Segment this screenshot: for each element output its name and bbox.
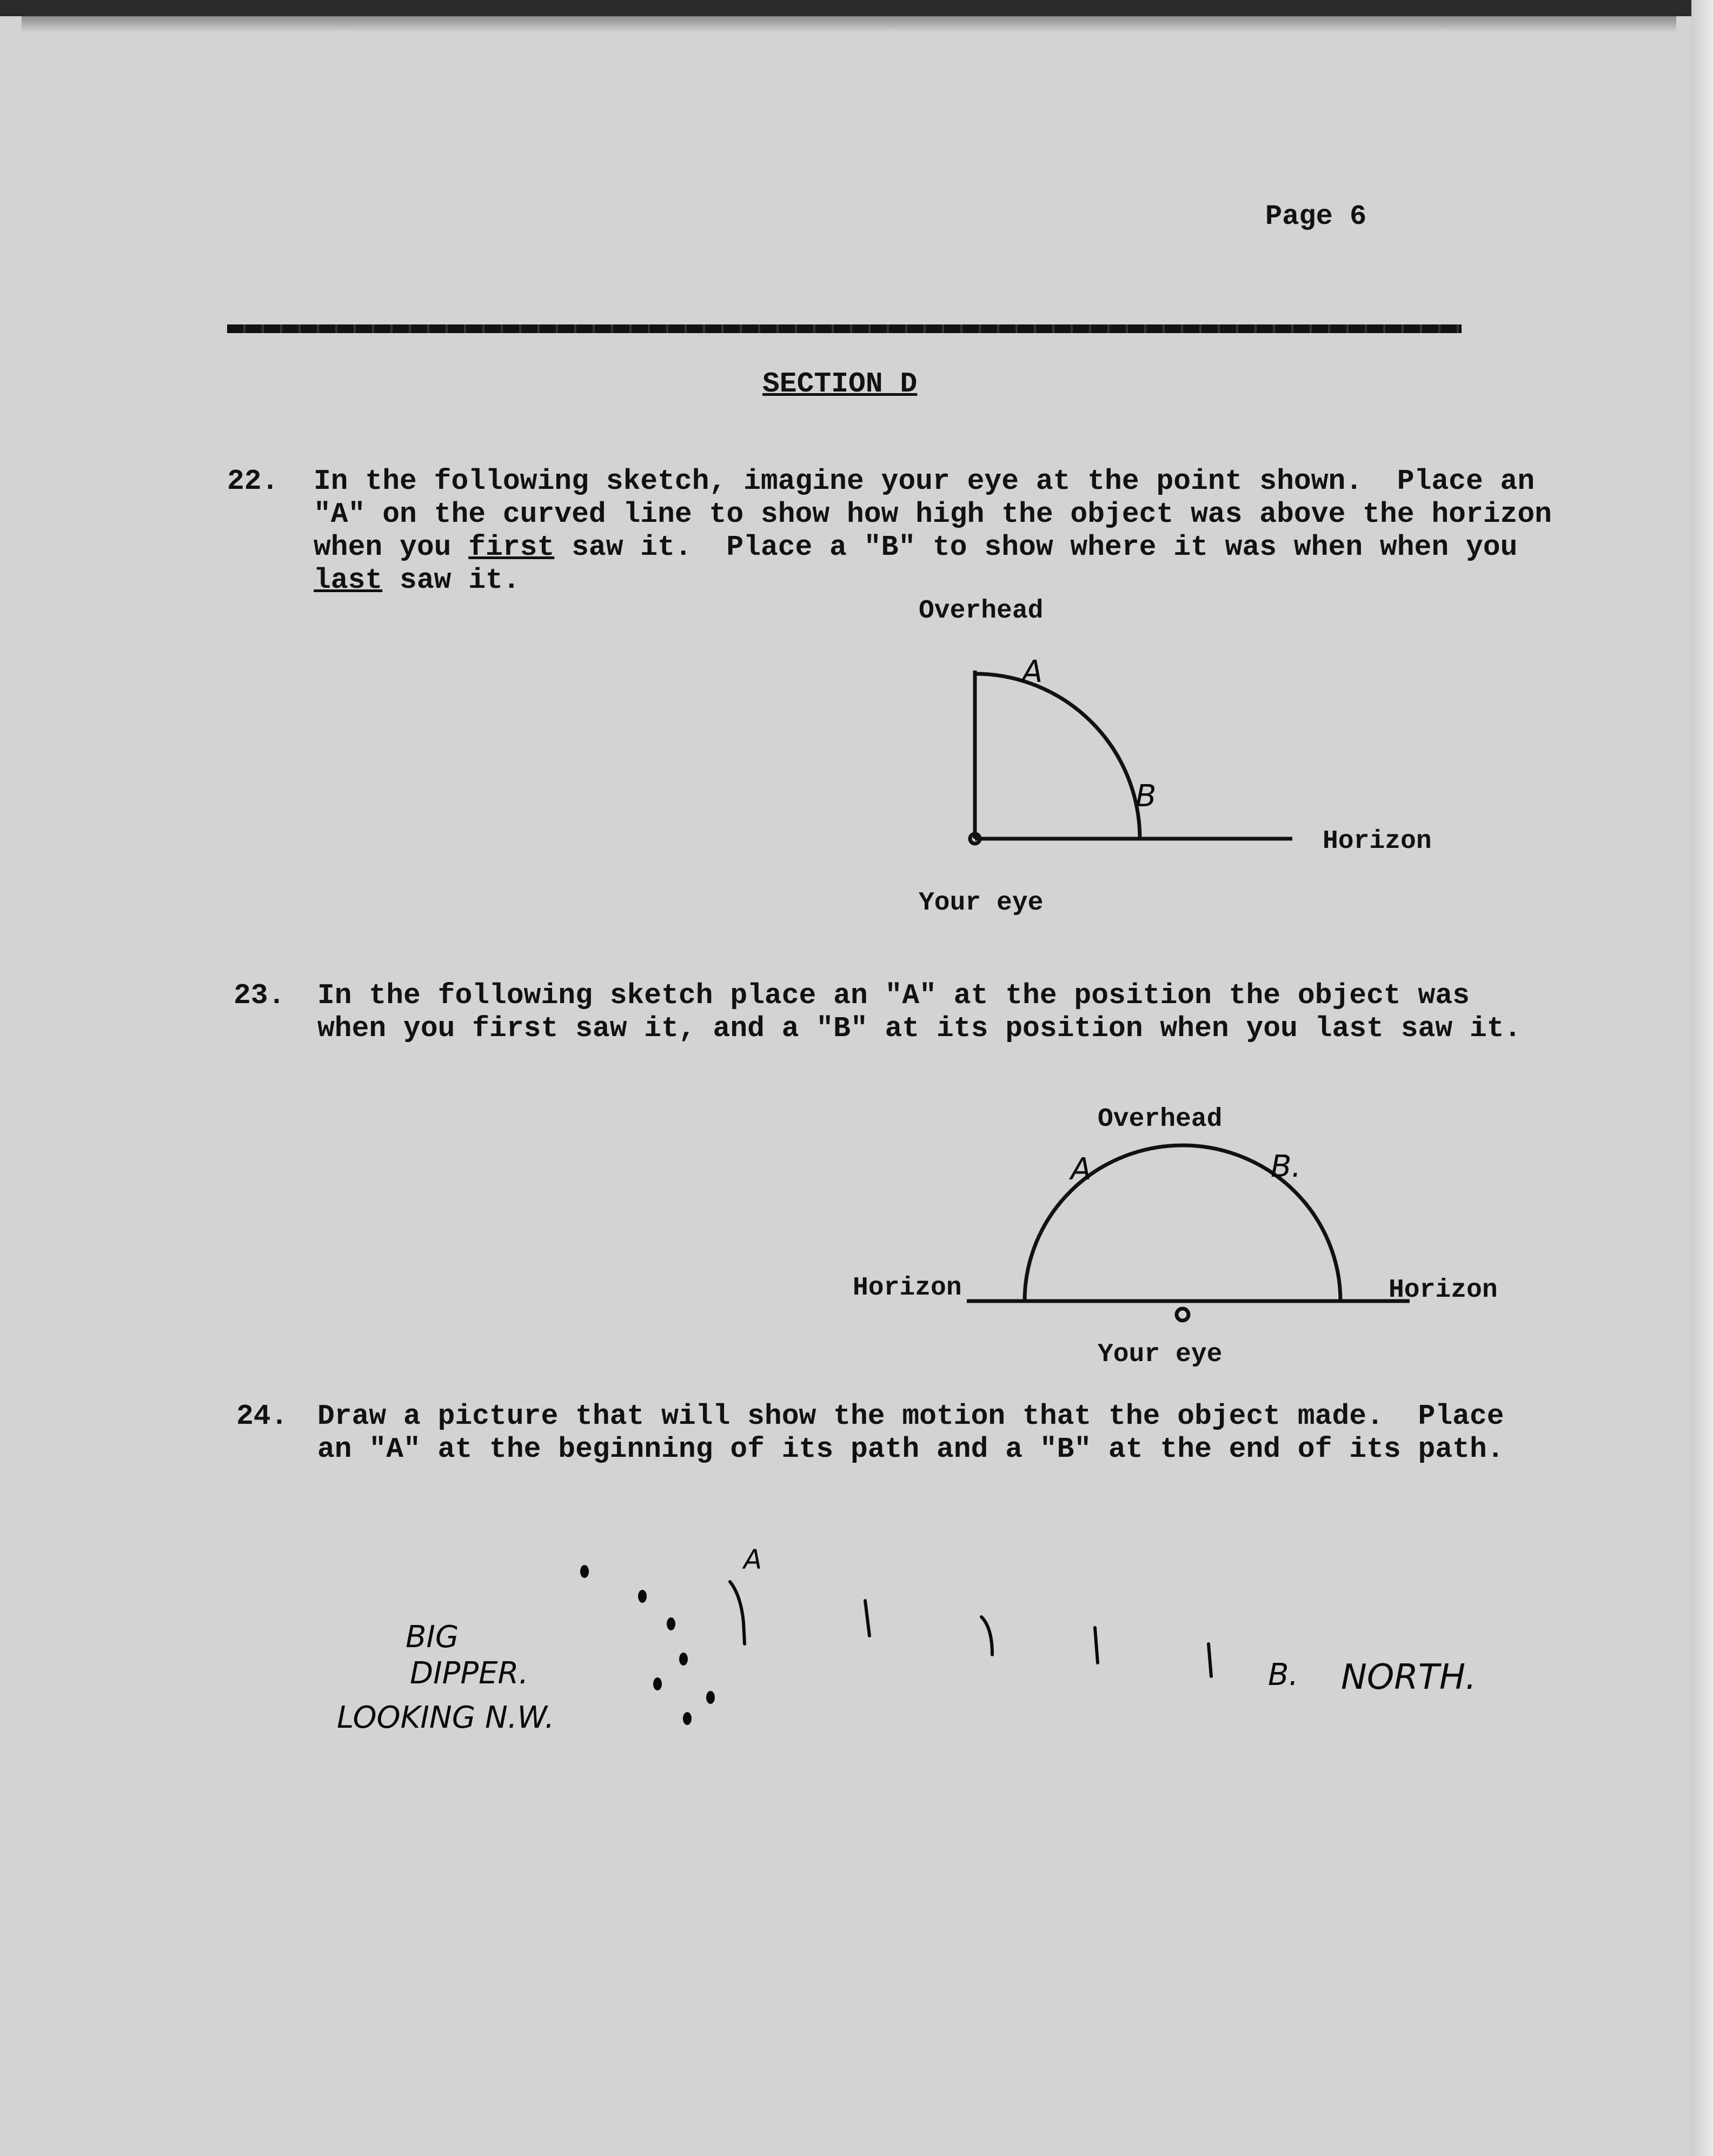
handwritten-label: LOOKING N.W. [337,1700,555,1735]
label-your-eye: Your eye [1098,1340,1223,1369]
label-horizon-left: Horizon [853,1273,962,1303]
text: saw it. Place a "B" to show where it was when when you [554,531,1518,563]
semicircle-diagram [967,1145,1410,1321]
label-overhead: Overhead [919,596,1044,626]
handwritten-direction: NORTH. [1341,1657,1477,1697]
page-number: Page 6 [1265,201,1367,233]
question-text-line: when you first saw it, and a "B" at its position when you last saw it. [317,1012,1522,1045]
label-overhead: Overhead [1098,1105,1223,1134]
handwritten-mark-b: B. [1268,1657,1299,1693]
star-dots [580,1565,715,1725]
section-title: SECTION D [762,368,918,400]
eye-point [1177,1309,1189,1321]
motion-trail [730,1582,1211,1676]
label-your-eye: Your eye [919,888,1044,918]
quarter-arc-diagram [970,671,1292,844]
question-number: 22. [227,465,279,497]
handwritten-label: DIPPER. [410,1656,529,1691]
question-text-line: In the following sketch place an "A" at the position the object was [317,979,1470,1012]
emphasis-last: last [314,564,383,596]
question-text-line: an "A" at the beginning of its path and a "B" at the end of its path. [317,1433,1504,1465]
handwritten-label: BIG [406,1620,459,1655]
text: when you [314,531,469,563]
question-text-line: "A" on the curved line to show how high the object was above the horizon [314,498,1552,530]
handwritten-mark-b: B [1136,779,1157,814]
question-number: 24. [236,1400,288,1432]
handwritten-mark-a: A [1022,654,1043,689]
handwritten-mark-a: A [743,1544,762,1575]
text: saw it. [382,564,520,596]
emphasis-first: first [468,531,555,563]
question-text-line: Draw a picture that will show the motion that the object made. Place [317,1400,1504,1432]
handwritten-mark-a: A [1071,1152,1092,1187]
question-number: 23. [234,979,286,1012]
label-horizon: Horizon [1323,827,1432,856]
question-text-line: In the following sketch, imagine your eye at the point shown. Place an [314,465,1535,497]
handwritten-mark-b: B. [1271,1149,1302,1184]
sky-arc [975,674,1140,839]
label-horizon-right: Horizon [1389,1276,1498,1305]
